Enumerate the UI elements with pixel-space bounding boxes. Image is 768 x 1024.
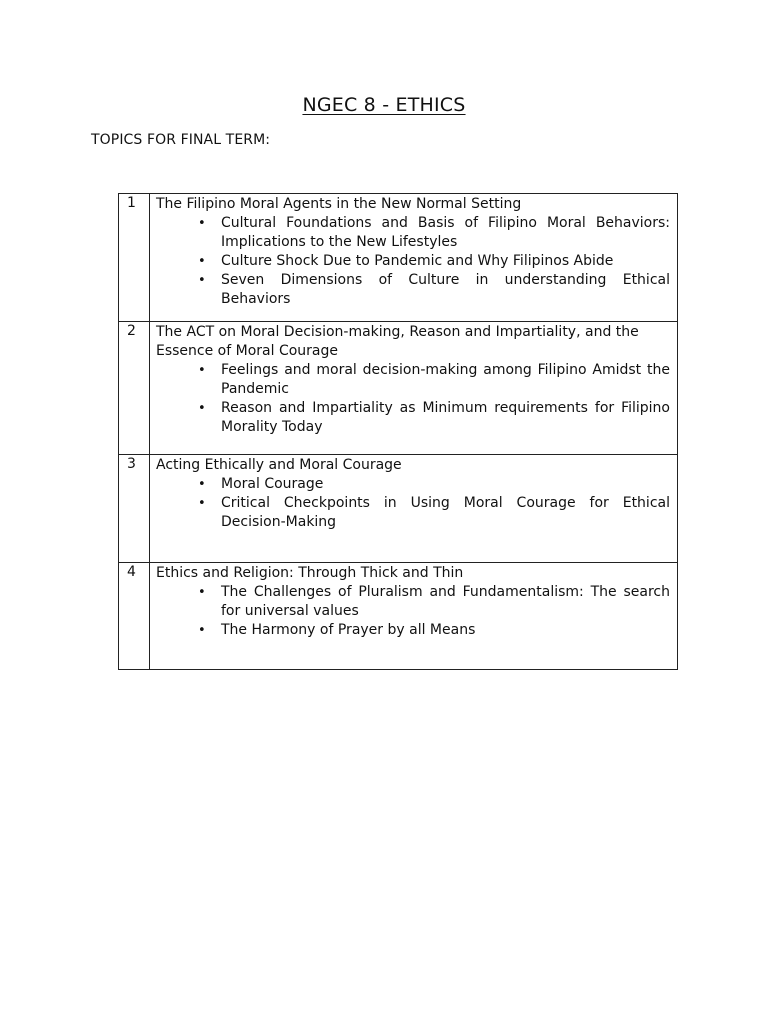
topic-number: 4: [119, 563, 150, 670]
topic-content: [150, 455, 678, 563]
topic-content: [150, 563, 678, 670]
subtopic-item: [156, 475, 670, 494]
subtopic-list: [156, 361, 670, 437]
topic-content: [150, 194, 678, 322]
subtopic-text: Cultural Foundations and Basis of Filipino Moral Behaviors: Implications to the New Lifestyles: [221, 215, 670, 250]
subtopic-item: [156, 399, 670, 437]
topic-heading: Acting Ethically and Moral Courage: [156, 457, 402, 473]
topic-row-2: [119, 322, 678, 455]
topic-heading: The ACT on Moral Decision-making, Reason and Impartiality, and the Essence of Moral Courage: [156, 324, 639, 359]
subtopic-text: Critical Checkpoints in Using Moral Courage for Ethical Decision-Making: [221, 495, 670, 530]
bullet-icon: •: [198, 216, 206, 231]
subtopic-text: Feelings and moral decision-making among Filipino Amidst the Pandemic: [221, 362, 670, 397]
subtopic-item: [156, 271, 670, 309]
bullet-icon: •: [198, 363, 206, 378]
subtopic-text: The Challenges of Pluralism and Fundamentalism: The search for universal values: [221, 584, 670, 619]
bullet-icon: •: [198, 477, 206, 492]
bullet-icon: •: [198, 496, 206, 511]
subtopic-list: [156, 583, 670, 640]
topic-row-3: [119, 455, 678, 563]
subtopic-text: Moral Courage: [221, 476, 324, 492]
subtopic-text: Reason and Impartiality as Minimum requirements for Filipino Morality Today: [221, 400, 670, 435]
page-subtitle: TOPICS FOR FINAL TERM:: [91, 132, 271, 148]
subtopic-text: The Harmony of Prayer by all Means: [221, 622, 476, 638]
topic-number: 2: [119, 322, 150, 455]
topic-content: [150, 322, 678, 455]
bullet-icon: •: [198, 273, 206, 288]
topic-row-1: [119, 194, 678, 322]
topic-heading: The Filipino Moral Agents in the New Normal Setting: [156, 196, 522, 212]
subtopic-item: [156, 494, 670, 532]
topic-heading: Ethics and Religion: Through Thick and Thin: [156, 565, 464, 581]
subtopic-item: [156, 214, 670, 252]
subtopic-item: [156, 252, 670, 271]
subtopic-list: [156, 475, 670, 532]
topic-number: 1: [119, 194, 150, 322]
subtopic-text: Seven Dimensions of Culture in understanding Ethical Behaviors: [221, 272, 670, 307]
topic-row-4: [119, 563, 678, 670]
topics-table: [118, 193, 678, 670]
bullet-icon: •: [198, 585, 206, 600]
page-title: NGEC 8 - ETHICS: [302, 94, 466, 116]
subtopic-item: [156, 361, 670, 399]
subtopic-text: Culture Shock Due to Pandemic and Why Filipinos Abide: [221, 253, 614, 269]
topic-number: 3: [119, 455, 150, 563]
bullet-icon: •: [198, 401, 206, 416]
bullet-icon: •: [198, 623, 206, 638]
subtopic-list: [156, 214, 670, 309]
subtopic-item: [156, 621, 670, 640]
subtopic-item: [156, 583, 670, 621]
bullet-icon: •: [198, 254, 206, 269]
